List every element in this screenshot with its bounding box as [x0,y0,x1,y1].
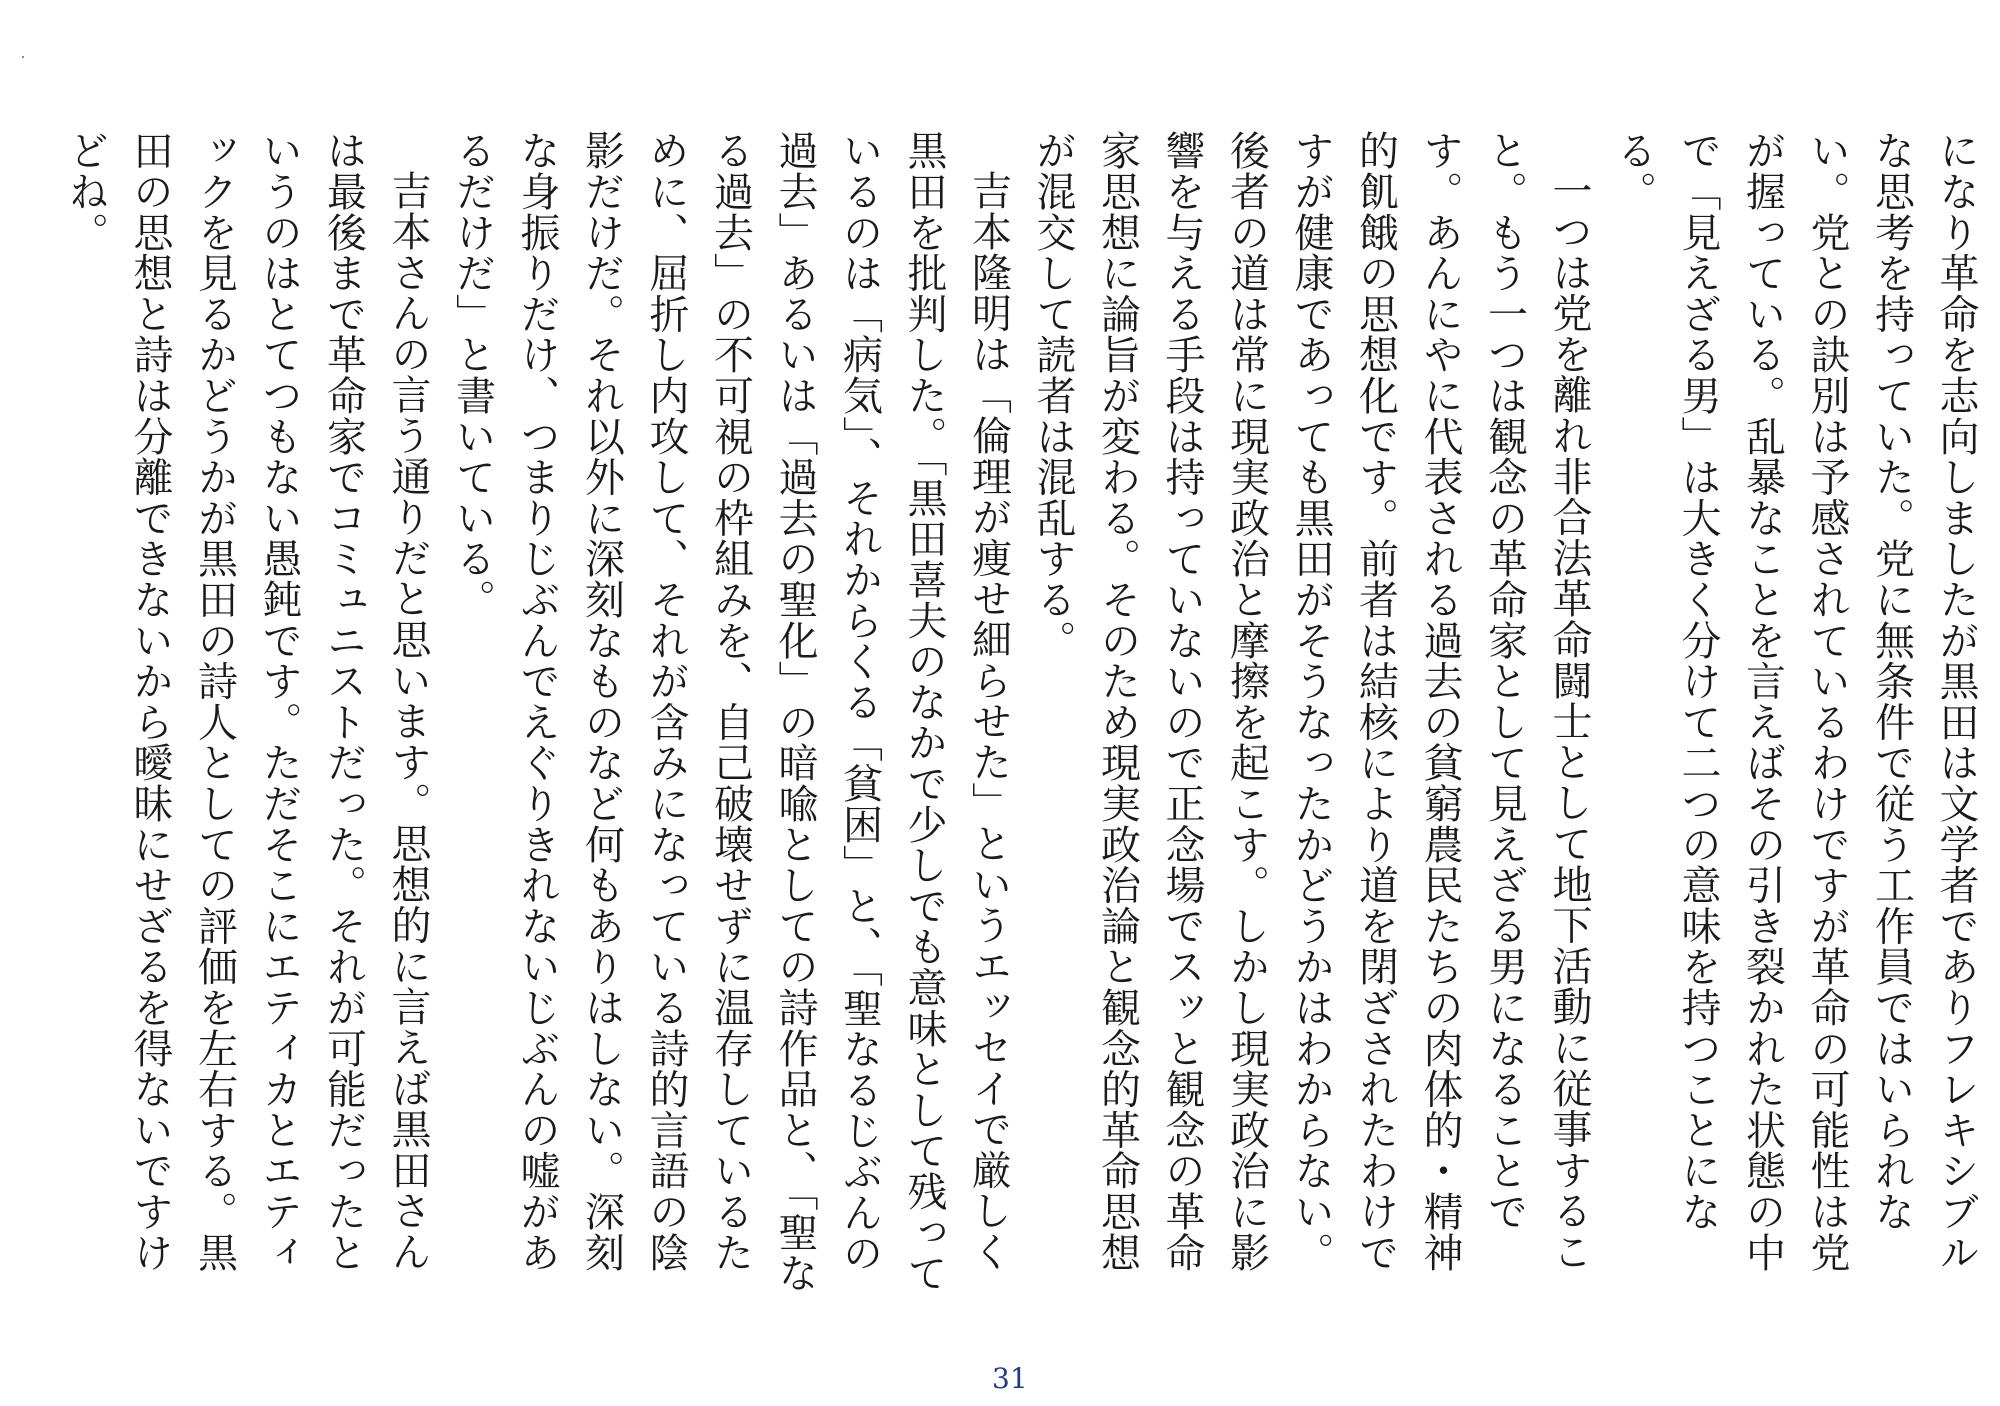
paragraph-author-opinion: 吉本さんの言う通りだと思います。思想的に言えば黒田さんは最後まで革命家でコミュニストだった。それが可能だったというのはとてつもない愚鈍です。ただそこにエティカとエティックを見るかどうかが黒田の詩人としての評価を左右する。黒田の思想と詩は分離できないから曖昧にせざるを得ないですけどね。 [62,130,431,1273]
paragraph-yoshimoto-critique: 吉本隆明は「倫理が痩せ細らせた」というエッセイで厳しく黒田を批判した。「黒田喜夫のなかで少しでも意味として残っているのは「病気」、それからくる「貧困」と、「聖なるじぶんの過去」あるいは「過去の聖化」の暗喩としての詩作品と、「聖なる過去」の不可視の枠組みを、自己破壊せずに温存しているために、屈折し内攻して、それが含みになっている詩的言語の陰影だけだ。それ以外に深刻なものなど何もありはしない。深刻な身振りだけ、つまりじぶんでえぐりきれないじぶんの嘘があるだけだ」と書いている。 [449,130,1012,1294]
corner-mark [22,56,24,58]
section-gap [0,130,53,1310]
vertical-text-body [0,130,1988,1310]
page-number: 31 [992,1362,1028,1395]
paragraph-continuation: になり革命を志向しましたが黒田は文学者でありフレキシブルな思考を持っていた。党に無条件で従う工作員ではいられない。党との訣別は予感されているわけですが革命の可能性は党が握っている。乱暴なことを言えばその引き裂かれた状態の中で「見えざる男」は大きく分けて二つの意味を持つことになる。 [1610,130,1979,1273]
paragraph-two-meanings: 一つは党を離れ非合法革命闘士として地下活動に従事すること。もう一つは観念の革命家として見えざる男になることです。あんにやに代表される過去の貧窮農民たちの肉体的・精神的飢餓の思想化です。前者は結核により道を閉ざされたわけですが健康であっても黒田がそうなったかどうかはわからない。後者の道は常に現実政治と摩擦を起こす。しかし現実政治に影響を与える手段は持っていないので正念場でスッと観念の革命家思想に論旨が変わる。そのため現実政治論と観念的革命思想が混交して読者は混乱する。 [1030,130,1592,1273]
